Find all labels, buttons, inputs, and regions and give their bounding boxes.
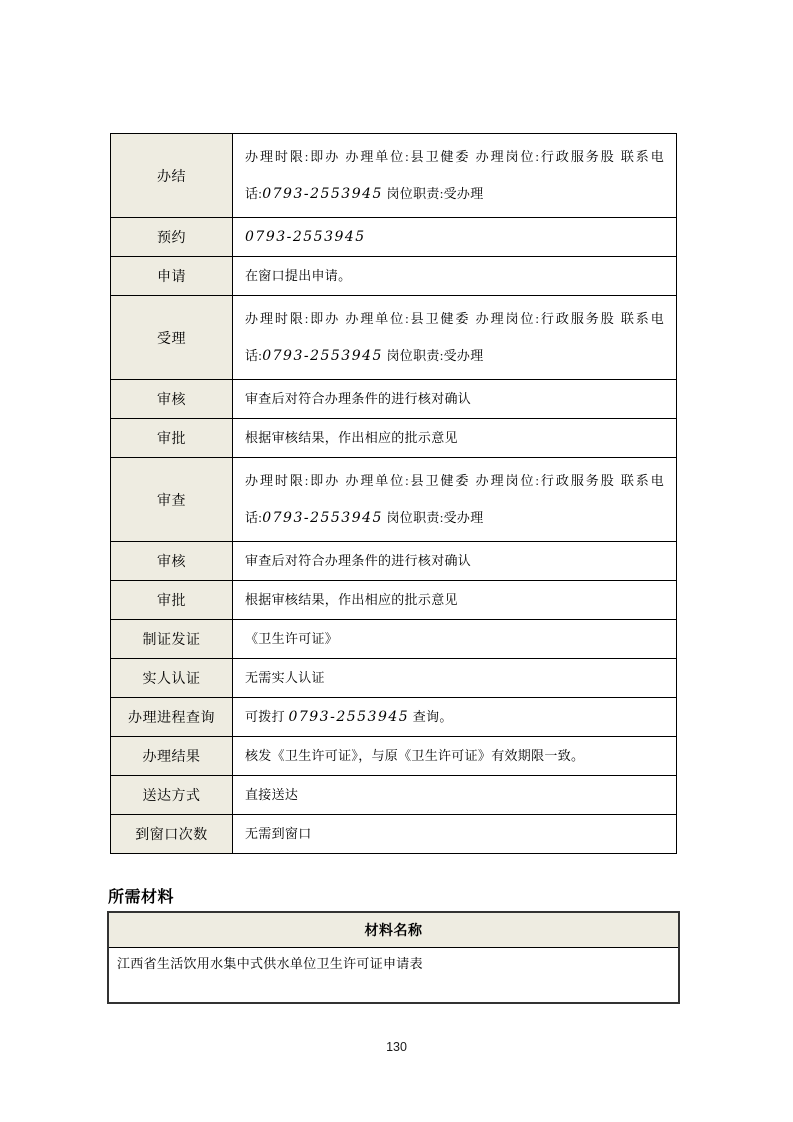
page-number: 130 bbox=[386, 1040, 407, 1054]
step-content-cell: 核发《卫生许可证》，与原《卫生许可证》有效期限一致。 bbox=[233, 737, 677, 776]
step-label-cell: 审批 bbox=[111, 419, 233, 458]
step-content-cell: 《卫生许可证》 bbox=[233, 620, 677, 659]
step-label-cell: 审查 bbox=[111, 458, 233, 542]
step-label-cell: 预约 bbox=[111, 218, 233, 257]
step-content-cell: 可拨打 0793-2553945 查询。 bbox=[233, 698, 677, 737]
step-label-cell: 送达方式 bbox=[111, 776, 233, 815]
process-row bbox=[111, 296, 677, 380]
process-row bbox=[111, 380, 677, 419]
process-row bbox=[111, 659, 677, 698]
process-row bbox=[111, 134, 677, 218]
step-label-cell: 审批 bbox=[111, 581, 233, 620]
step-content-cell bbox=[233, 218, 677, 257]
step-label-cell: 实人认证 bbox=[111, 659, 233, 698]
phone-number: 0793-2553945 bbox=[262, 510, 383, 526]
phone-number: 0793-2553945 bbox=[288, 709, 410, 725]
materials-table-body bbox=[108, 948, 679, 1004]
materials-section-heading: 所需材料 bbox=[108, 889, 175, 906]
process-table bbox=[110, 133, 677, 854]
step-label-cell: 制证发证 bbox=[111, 620, 233, 659]
process-row bbox=[111, 815, 677, 854]
step-content-cell: 审查后对符合办理条件的进行核对确认 bbox=[233, 380, 677, 419]
process-row bbox=[111, 776, 677, 815]
materials-header-cell: 材料名称 bbox=[108, 912, 679, 948]
step-label-cell: 申请 bbox=[111, 257, 233, 296]
materials-table bbox=[107, 911, 680, 1004]
phone-number: 0793-2553945 bbox=[245, 229, 366, 245]
process-row bbox=[111, 737, 677, 776]
process-row bbox=[111, 581, 677, 620]
material-row bbox=[108, 948, 679, 1004]
step-content-cell: 直接送达 bbox=[233, 776, 677, 815]
materials-table-head bbox=[108, 912, 679, 948]
process-table-body bbox=[111, 134, 677, 854]
step-label-cell: 办理进程查询 bbox=[111, 698, 233, 737]
step-label-cell: 受理 bbox=[111, 296, 233, 380]
step-content-cell: 根据审核结果，作出相应的批示意见 bbox=[233, 581, 677, 620]
step-label-cell: 办结 bbox=[111, 134, 233, 218]
process-row bbox=[111, 218, 677, 257]
phone-number: 0793-2553945 bbox=[262, 348, 383, 364]
step-label-cell: 审核 bbox=[111, 542, 233, 581]
process-row bbox=[111, 458, 677, 542]
process-row bbox=[111, 620, 677, 659]
step-content-cell: 无需实人认证 bbox=[233, 659, 677, 698]
process-row bbox=[111, 257, 677, 296]
step-label-cell: 到窗口次数 bbox=[111, 815, 233, 854]
step-label-cell: 办理结果 bbox=[111, 737, 233, 776]
material-name-cell: 江西省生活饮用水集中式供水单位卫生许可证申请表 bbox=[108, 948, 679, 1004]
process-row bbox=[111, 542, 677, 581]
phone-number: 0793-2553945 bbox=[262, 186, 383, 202]
process-row bbox=[111, 419, 677, 458]
materials-header-row bbox=[108, 912, 679, 948]
step-content-cell: 无需到窗口 bbox=[233, 815, 677, 854]
step-content-cell: 审查后对符合办理条件的进行核对确认 bbox=[233, 542, 677, 581]
step-content-cell: 办理时限:即办 办理单位:县卫健委 办理岗位:行政服务股 联系电话:0793-2553945 岗位职责:受办理 bbox=[233, 134, 677, 218]
step-content-cell: 在窗口提出申请。 bbox=[233, 257, 677, 296]
step-content-cell: 办理时限:即办 办理单位:县卫健委 办理岗位:行政服务股 联系电话:0793-2553945 岗位职责:受办理 bbox=[233, 296, 677, 380]
step-label-cell: 审核 bbox=[111, 380, 233, 419]
step-content-cell: 办理时限:即办 办理单位:县卫健委 办理岗位:行政服务股 联系电话:0793-2553945 岗位职责:受办理 bbox=[233, 458, 677, 542]
step-content-cell: 根据审核结果，作出相应的批示意见 bbox=[233, 419, 677, 458]
process-row bbox=[111, 698, 677, 737]
